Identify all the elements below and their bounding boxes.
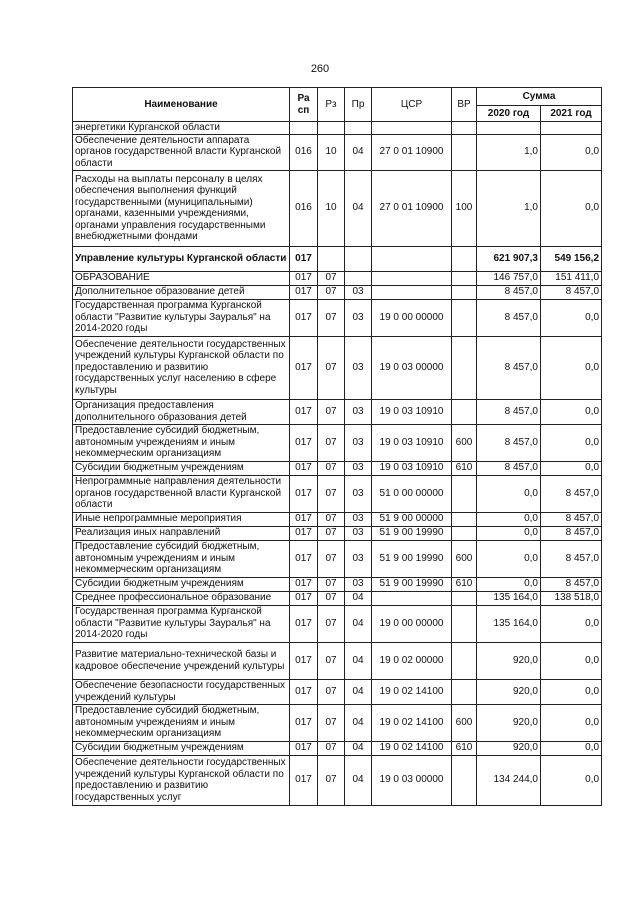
row-2020: 8 457,0 <box>477 424 541 461</box>
row-pr: 03 <box>345 461 372 475</box>
row-name: Субсидии бюджетным учреждениям <box>73 741 290 755</box>
table-row <box>73 122 602 135</box>
table-header <box>73 88 602 122</box>
table-row <box>73 741 602 755</box>
row-rz: 07 <box>318 577 345 591</box>
row-2020: 135 164,0 <box>477 605 541 642</box>
row-rz: 07 <box>318 679 345 704</box>
row-rz: 07 <box>318 299 345 336</box>
row-rasp: 017 <box>290 285 318 299</box>
row-vr <box>452 475 477 512</box>
row-2020: 8 457,0 <box>477 285 541 299</box>
row-2021: 0,0 <box>541 461 602 475</box>
row-rz: 07 <box>318 336 345 399</box>
row-2020: 146 757,0 <box>477 271 541 285</box>
row-pr: 03 <box>345 285 372 299</box>
table-row <box>73 755 602 805</box>
row-csr: 51 9 00 19990 <box>372 577 452 591</box>
row-name: Организация предоставления дополнительного образования детей <box>73 399 290 424</box>
table-row <box>73 679 602 704</box>
row-rasp: 016 <box>290 170 318 246</box>
row-csr <box>372 122 452 135</box>
row-vr <box>452 299 477 336</box>
row-csr: 19 0 03 10910 <box>372 461 452 475</box>
row-2021: 0,0 <box>541 679 602 704</box>
table-row <box>73 475 602 512</box>
row-rasp: 017 <box>290 271 318 285</box>
table-row <box>73 526 602 540</box>
row-csr: 51 9 00 19990 <box>372 526 452 540</box>
row-2020: 8 457,0 <box>477 399 541 424</box>
row-name: энергетики Курганской области <box>73 122 290 135</box>
row-csr <box>372 591 452 605</box>
page-number: 260 <box>310 63 330 75</box>
table-row <box>73 577 602 591</box>
row-pr: 03 <box>345 399 372 424</box>
row-pr: 04 <box>345 741 372 755</box>
row-2021: 0,0 <box>541 170 602 246</box>
row-2020: 8 457,0 <box>477 299 541 336</box>
row-2021: 151 411,0 <box>541 271 602 285</box>
row-2021: 549 156,2 <box>541 246 602 271</box>
row-rasp: 017 <box>290 424 318 461</box>
row-2021: 8 457,0 <box>541 512 602 526</box>
row-rz: 07 <box>318 540 345 577</box>
row-pr: 03 <box>345 475 372 512</box>
row-2020: 0,0 <box>477 540 541 577</box>
header-sum: Сумма <box>477 88 602 106</box>
row-2021: 0,0 <box>541 605 602 642</box>
row-vr <box>452 271 477 285</box>
row-csr: 19 0 00 00000 <box>372 605 452 642</box>
row-csr: 19 0 02 00000 <box>372 642 452 679</box>
table-row <box>73 271 602 285</box>
row-2020: 1,0 <box>477 170 541 246</box>
row-rasp: 017 <box>290 704 318 741</box>
row-name: Дополнительное образование детей <box>73 285 290 299</box>
row-2021: 0,0 <box>541 755 602 805</box>
row-name: Среднее профессиональное образование <box>73 591 290 605</box>
row-rz: 07 <box>318 399 345 424</box>
row-csr: 19 0 02 14100 <box>372 704 452 741</box>
row-name: Субсидии бюджетным учреждениям <box>73 461 290 475</box>
table-row <box>73 540 602 577</box>
table-row <box>73 591 602 605</box>
header-2021: 2021 год <box>541 106 602 122</box>
row-vr <box>452 399 477 424</box>
row-pr: 03 <box>345 424 372 461</box>
row-csr: 27 0 01 10900 <box>372 134 452 170</box>
row-name: Обеспечение деятельности аппарата органов государственной власти Курганской области <box>73 134 290 170</box>
row-vr <box>452 122 477 135</box>
row-rasp: 017 <box>290 741 318 755</box>
row-2021: 0,0 <box>541 704 602 741</box>
row-rasp: 017 <box>290 605 318 642</box>
header-csr: ЦСР <box>372 88 452 122</box>
row-2020: 621 907,3 <box>477 246 541 271</box>
row-name: Обеспечение деятельности государственных учреждений культуры Курганской области по предоставлению и развитию государственных услуг <box>73 755 290 805</box>
row-vr <box>452 336 477 399</box>
header-name: Наименование <box>73 88 290 122</box>
table-row <box>73 285 602 299</box>
row-vr: 610 <box>452 461 477 475</box>
row-rz: 07 <box>318 424 345 461</box>
row-csr: 51 0 00 00000 <box>372 475 452 512</box>
row-pr: 04 <box>345 755 372 805</box>
budget-table <box>72 87 602 806</box>
row-2020: 0,0 <box>477 512 541 526</box>
table-row <box>73 246 602 271</box>
row-rasp: 017 <box>290 755 318 805</box>
table-row <box>73 512 602 526</box>
row-rz: 07 <box>318 605 345 642</box>
header-pr: Пр <box>345 88 372 122</box>
row-2021: 0,0 <box>541 741 602 755</box>
row-name: Государственная программа Курганской области "Развитие культуры Зауралья" на 2014-2020 годы <box>73 605 290 642</box>
row-2020 <box>477 122 541 135</box>
table-row <box>73 424 602 461</box>
row-2021: 8 457,0 <box>541 475 602 512</box>
table-row <box>73 299 602 336</box>
table-row <box>73 336 602 399</box>
row-rz: 07 <box>318 591 345 605</box>
row-2021: 8 457,0 <box>541 526 602 540</box>
row-2020: 0,0 <box>477 526 541 540</box>
row-vr <box>452 134 477 170</box>
row-rasp: 017 <box>290 526 318 540</box>
row-pr: 04 <box>345 134 372 170</box>
row-name: Реализация иных направлений <box>73 526 290 540</box>
row-rasp <box>290 122 318 135</box>
row-rz: 10 <box>318 134 345 170</box>
row-2021: 8 457,0 <box>541 540 602 577</box>
row-pr: 04 <box>345 704 372 741</box>
header-2020: 2020 год <box>477 106 541 122</box>
row-2020: 8 457,0 <box>477 336 541 399</box>
row-csr: 19 0 03 00000 <box>372 755 452 805</box>
row-csr <box>372 271 452 285</box>
row-name: Обеспечение деятельности государственных учреждений культуры Курганской области по предоставлению и развитию государственных услуг населению в сфере культуры <box>73 336 290 399</box>
row-csr: 19 0 00 00000 <box>372 299 452 336</box>
row-2020: 0,0 <box>477 475 541 512</box>
row-csr: 19 0 03 10910 <box>372 399 452 424</box>
table-row <box>73 134 602 170</box>
row-name: Предоставление субсидий бюджетным, автономным учреждениям и иным некоммерческим организациям <box>73 424 290 461</box>
row-vr <box>452 642 477 679</box>
row-rasp: 017 <box>290 475 318 512</box>
row-rz: 07 <box>318 512 345 526</box>
row-2021: 8 457,0 <box>541 577 602 591</box>
row-pr: 03 <box>345 336 372 399</box>
row-2020: 134 244,0 <box>477 755 541 805</box>
table-body <box>73 122 602 806</box>
row-rasp: 017 <box>290 642 318 679</box>
row-vr <box>452 512 477 526</box>
table-row <box>73 605 602 642</box>
row-pr <box>345 271 372 285</box>
row-rasp: 017 <box>290 336 318 399</box>
row-name: Обеспечение безопасности государственных учреждений культуры <box>73 679 290 704</box>
table-row <box>73 642 602 679</box>
row-pr <box>345 122 372 135</box>
row-pr: 03 <box>345 299 372 336</box>
row-rasp: 017 <box>290 399 318 424</box>
row-vr <box>452 679 477 704</box>
row-rz <box>318 246 345 271</box>
row-2020: 8 457,0 <box>477 461 541 475</box>
row-vr: 100 <box>452 170 477 246</box>
table-row <box>73 399 602 424</box>
row-2020: 1,0 <box>477 134 541 170</box>
row-vr <box>452 591 477 605</box>
row-pr: 04 <box>345 642 372 679</box>
row-csr: 51 9 00 00000 <box>372 512 452 526</box>
row-vr: 600 <box>452 424 477 461</box>
row-rasp: 017 <box>290 577 318 591</box>
row-rz: 10 <box>318 170 345 246</box>
row-name: Непрограммные направления деятельности органов государственной власти Курганской области <box>73 475 290 512</box>
row-pr: 04 <box>345 605 372 642</box>
row-2021: 0,0 <box>541 336 602 399</box>
row-csr: 19 0 02 14100 <box>372 741 452 755</box>
table-row <box>73 170 602 246</box>
row-name: Иные непрограммные мероприятия <box>73 512 290 526</box>
row-rz: 07 <box>318 741 345 755</box>
row-2021: 0,0 <box>541 424 602 461</box>
row-2021: 138 518,0 <box>541 591 602 605</box>
row-2021: 0,0 <box>541 134 602 170</box>
row-pr <box>345 246 372 271</box>
row-name: Управление культуры Курганской области <box>73 246 290 271</box>
row-csr: 19 0 03 10910 <box>372 424 452 461</box>
row-csr: 27 0 01 10900 <box>372 170 452 246</box>
row-rz: 07 <box>318 755 345 805</box>
row-vr <box>452 246 477 271</box>
row-pr: 04 <box>345 591 372 605</box>
row-name: Предоставление субсидий бюджетным, автономным учреждениям и иным некоммерческим организациям <box>73 540 290 577</box>
row-csr <box>372 246 452 271</box>
row-vr <box>452 755 477 805</box>
row-csr: 19 0 03 00000 <box>372 336 452 399</box>
row-name: Развитие материально-технической базы и кадровое обеспечение учреждений культуры <box>73 642 290 679</box>
row-2020: 920,0 <box>477 679 541 704</box>
row-rasp: 016 <box>290 134 318 170</box>
row-2021: 0,0 <box>541 399 602 424</box>
row-name: Предоставление субсидий бюджетным, автономным учреждениям и иным некоммерческим организациям <box>73 704 290 741</box>
row-pr: 03 <box>345 512 372 526</box>
row-csr <box>372 285 452 299</box>
row-name: Субсидии бюджетным учреждениям <box>73 577 290 591</box>
row-pr: 04 <box>345 679 372 704</box>
row-pr: 04 <box>345 170 372 246</box>
row-2021: 0,0 <box>541 642 602 679</box>
row-rasp: 017 <box>290 512 318 526</box>
row-vr: 610 <box>452 741 477 755</box>
row-pr: 03 <box>345 577 372 591</box>
table-row <box>73 461 602 475</box>
header-vr: ВР <box>452 88 477 122</box>
row-rz: 07 <box>318 642 345 679</box>
header-rz: Рз <box>318 88 345 122</box>
row-2020: 920,0 <box>477 741 541 755</box>
row-name: Расходы на выплаты персоналу в целях обеспечения выполнения функций государственными (муниципальными) органами, казенными учреждениями, органами управления государственными внебюджетными фондами <box>73 170 290 246</box>
row-name: ОБРАЗОВАНИЕ <box>73 271 290 285</box>
row-rz: 07 <box>318 461 345 475</box>
row-rasp: 017 <box>290 299 318 336</box>
row-rz: 07 <box>318 526 345 540</box>
row-pr: 03 <box>345 540 372 577</box>
row-2021 <box>541 122 602 135</box>
row-csr: 19 0 02 14100 <box>372 679 452 704</box>
row-name: Государственная программа Курганской области "Развитие культуры Зауралья" на 2014-2020 годы <box>73 299 290 336</box>
table-row <box>73 704 602 741</box>
row-rasp: 017 <box>290 540 318 577</box>
row-rasp: 017 <box>290 679 318 704</box>
row-2021: 0,0 <box>541 299 602 336</box>
row-csr: 51 9 00 19990 <box>372 540 452 577</box>
header-rasp: Ра сп <box>290 88 318 122</box>
row-vr <box>452 526 477 540</box>
row-vr <box>452 285 477 299</box>
row-2020: 920,0 <box>477 642 541 679</box>
row-rz: 07 <box>318 475 345 512</box>
row-vr: 600 <box>452 540 477 577</box>
row-rz <box>318 122 345 135</box>
row-rz: 07 <box>318 704 345 741</box>
row-2020: 135 164,0 <box>477 591 541 605</box>
row-rasp: 017 <box>290 246 318 271</box>
row-rz: 07 <box>318 285 345 299</box>
row-2020: 0,0 <box>477 577 541 591</box>
row-2021: 8 457,0 <box>541 285 602 299</box>
row-rz: 07 <box>318 271 345 285</box>
row-vr <box>452 605 477 642</box>
row-rasp: 017 <box>290 461 318 475</box>
row-rasp: 017 <box>290 591 318 605</box>
row-2020: 920,0 <box>477 704 541 741</box>
row-pr: 03 <box>345 526 372 540</box>
row-vr: 610 <box>452 577 477 591</box>
row-vr: 600 <box>452 704 477 741</box>
